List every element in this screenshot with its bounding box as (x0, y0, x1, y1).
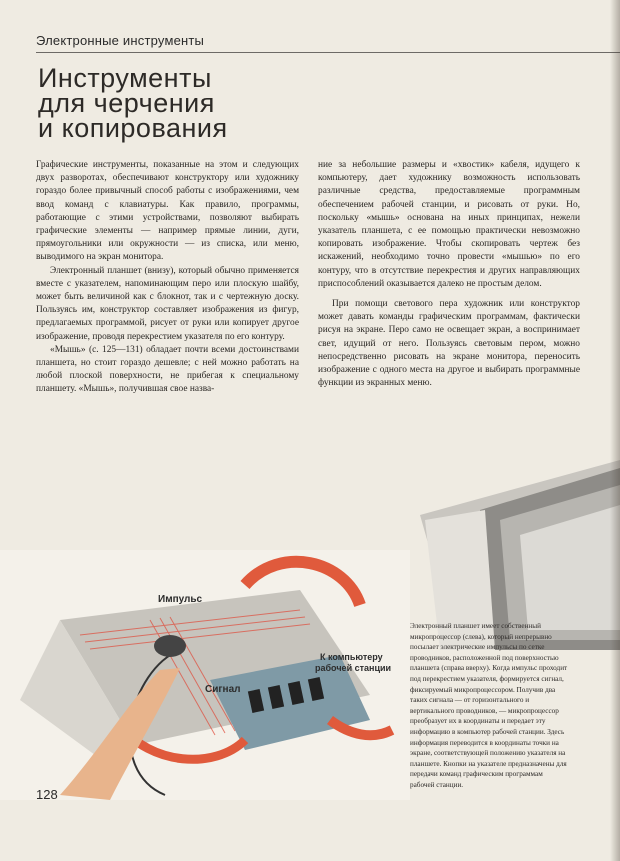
title-line-2: для черчения (38, 88, 215, 118)
paragraph: «Мышь» (с. 125—131) обладает почти всеми достоинствами планшета, но стоит гораздо дешевле; с ней можно работать на любой плоской поверхности, не прибегая к специальному планшету. «Мышь», получившая свое назва- (36, 344, 299, 395)
text-column-right (318, 159, 580, 390)
label-signal: Сигнал (205, 684, 241, 695)
label-impulse: Импульс (158, 594, 203, 605)
page-number: 128 (36, 787, 58, 802)
paragraph: Электронный планшет (внизу), который обычно применяется вместе с указателем, напоминающим перо или плоскую шайбу, может быть величиной как с блокнот, так и с чертежную доску. Пользуясь им, конструктор составляет изображения из фигур, предлагаемых программой, рисует от руки или копирует другое изображение, проводя перекрестием указателя по его контуру. (36, 265, 299, 342)
paragraph: При помощи светового пера художник или конструктор может давать команды графическим программам, фактически рисуя на экране. Перо само не освещает экран, а воспринимает свет, идущий от него. Пользуясь световым пером, можно непосредственно рисовать на экране монитора, переносить изображение с одного места на другое и выбирать программные функции из экранных меню. (318, 299, 580, 389)
text-column-left (36, 159, 299, 397)
tablet-illustration (0, 550, 410, 800)
label-to-computer-1: К компьютеру (320, 652, 383, 662)
title-line-1: Инструменты (38, 63, 212, 93)
puck-pointer (154, 635, 186, 657)
monitor-illustration (410, 440, 620, 650)
label-to-computer-2: рабочей станции (315, 663, 392, 673)
page-edge-shadow (610, 0, 620, 861)
paragraph: Графические инструменты, показанные на этом и следующих двух разворотах, обеспечивают конструктору или художнику гораздо более привычный способ работы с изображениями, чем ввод команд с клавиатуры. Как правило, программы, работающие с этими устройствами, позволяют выбирать графические элементы — например прямые линии, дуги, прямоугольники или окружности — из списка, или меню, выводимого на экран монитора. (36, 160, 299, 263)
title-line-3: и копирования (38, 113, 228, 143)
paragraph: ние за небольшие размеры и «хвостик» кабеля, идущего к компьютеру, дает художнику возможность использовать различные средства, предоставляемые программным обеспечением рабочей станции, и рисовать от руки. Но, поскольку «мышь» основана на иных принципах, нежели указатель планшета, с ее помощью практически невозможно копировать изображение. Чтобы скопировать чертеж без искажений, необходимо точно провести «мышью» по его контуру, что в отсутствие перекрестия и других направляющих приспособлений оказывается далеко не простым делом. (318, 160, 580, 289)
section-header: Электронные инструменты (36, 33, 205, 48)
header-rule (36, 52, 620, 53)
page-title (38, 63, 228, 143)
figure-caption: Электронный планшет имеет собственный микропроцессор (слева), который непрерывно посылает электрические импульсы по сетке проводников, расположенной под поверхностью планшета (справа вверху). Когда импульс проходит под перекрестием указателя, формируется сигнал, фиксируемый микропроцессором. Получив два таких сигнала — от горизонтального и вертикального проводников, — микропроцессор преобразует их в координаты и передает эту информацию в компьютер рабочей станции. Здесь информация переводится в координаты точки на экране, соответствующей положению указателя на планшете. Кнопки на указателе предназначены для передачи команд графическим программам рабочей станции. (410, 622, 568, 789)
